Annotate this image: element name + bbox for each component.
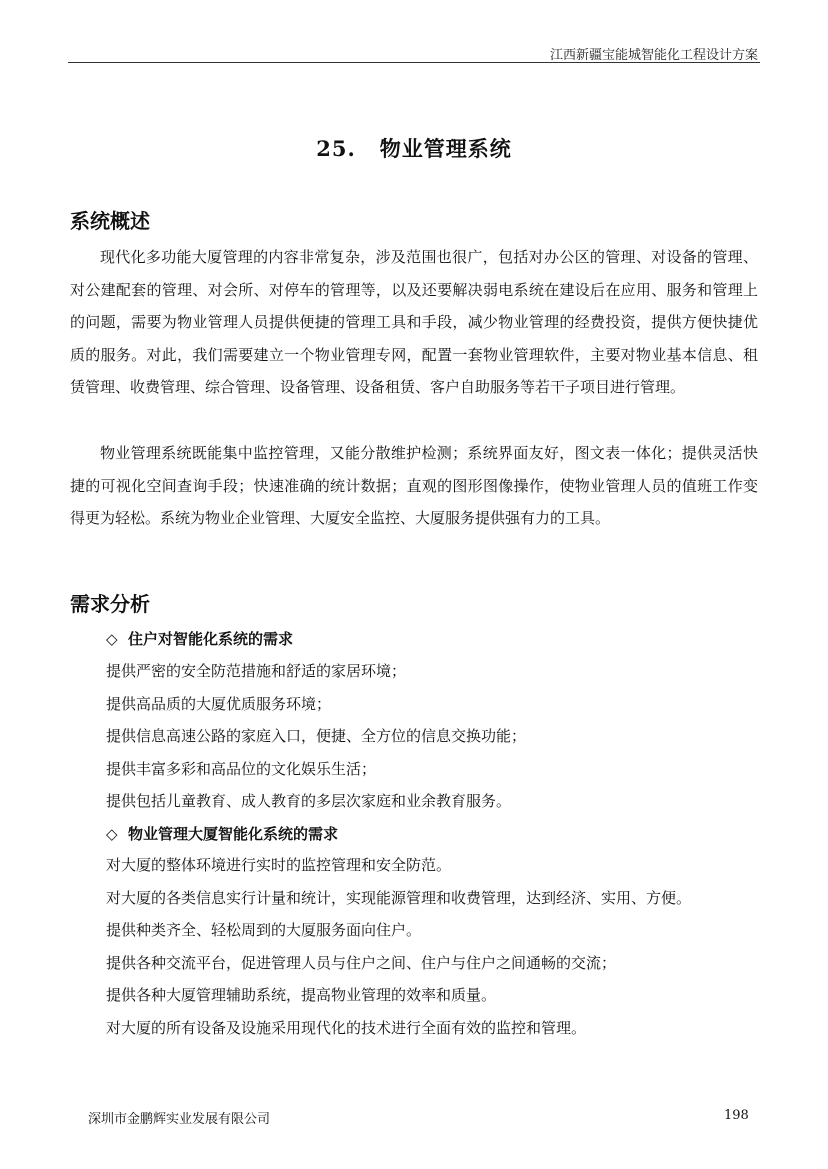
list-item: 提供高品质的大厦优质服务环境； <box>106 694 332 713</box>
document-title: 江西新疆宝能城智能化工程设计方案 <box>549 48 758 63</box>
list-item: 对大厦的整体环境进行实时的监控管理和安全防范。 <box>106 856 452 874</box>
overview-paragraph-1: 现代化多功能大厦管理的内容非常复杂，涉及范围也很广，包括对办公区的管理、对设备的管理、对公建配套的管理、对会所、对停车的管理等，以及还要解决弱电系统在建设后在应用、服务和管理上的问题，需要为物业管理人员提供便捷的管理工具和手段，减少物业管理的经费投资，提供方便快捷优质的服务。对此，我们需要建立一个物业管理专网，配置一套物业管理软件，主要对物业基本信息、租赁管理、收费管理、综合管理、设备管理、设备租赁、客户自助服务等若干子项目进行管理。 <box>70 248 758 397</box>
overview-paragraph-2: 物业管理系统既能集中监控管理，又能分散维护检测；系统界面友好，图文表一体化；提供灵活快捷的可视化空间查询手段；快速准确的统计数据；直观的图形图像操作，使物业管理人员的值班工作变得更为轻松。系统为物业企业管理、大厦安全监控、大厦服务提供强有力的工具。 <box>70 444 758 528</box>
chapter-title <box>0 133 828 163</box>
section-heading-requirements: 需求分析 <box>70 592 150 616</box>
property-management-requirements-list <box>106 849 691 1045</box>
list-item: 提供各种大厦管理辅助系统，提高物业管理的效率和质量。 <box>106 986 497 1005</box>
list-item: 提供丰富多彩和高品位的文化娱乐生活； <box>106 759 377 778</box>
list-item: 提供各种交流平台，促进管理人员与住户之间、住户与住户之间通畅的交流； <box>106 953 617 972</box>
requirement-group-title <box>106 823 338 844</box>
page-number: 198 <box>724 1108 749 1123</box>
header-divider <box>68 62 760 63</box>
diamond-bullet-icon: ◇ <box>106 825 118 843</box>
list-item: 提供包括儿童教育、成人教育的多层次家庭和业余教育服务。 <box>106 792 512 811</box>
chapter-number: 25. <box>316 136 356 161</box>
diamond-bullet-icon: ◇ <box>106 630 118 648</box>
footer-company: 深圳市金鹏辉实业发展有限公司 <box>88 1112 271 1127</box>
list-item: 对大厦的所有设备及设施采用现代化的技术进行全面有效的监控和管理。 <box>106 1018 587 1037</box>
group-title-text: 物业管理大厦智能化系统的需求 <box>128 825 339 843</box>
group-title-text: 住户对智能化系统的需求 <box>128 630 294 648</box>
requirement-group-title <box>106 628 293 649</box>
section-heading-overview: 系统概述 <box>70 209 150 233</box>
list-item: 提供信息高速公路的家庭入口，便捷、全方位的信息交换功能； <box>106 727 527 746</box>
chapter-name: 物业管理系统 <box>379 136 512 161</box>
resident-requirements-list <box>106 655 526 818</box>
list-item: 提供严密的安全防范措施和舒适的家居环境； <box>106 662 407 680</box>
list-item: 对大厦的各类信息实行计量和统计，实现能源管理和收费管理，达到经济、实用、方便。 <box>106 888 692 907</box>
list-item: 提供种类齐全、轻松周到的大厦服务面向住户。 <box>106 921 422 940</box>
